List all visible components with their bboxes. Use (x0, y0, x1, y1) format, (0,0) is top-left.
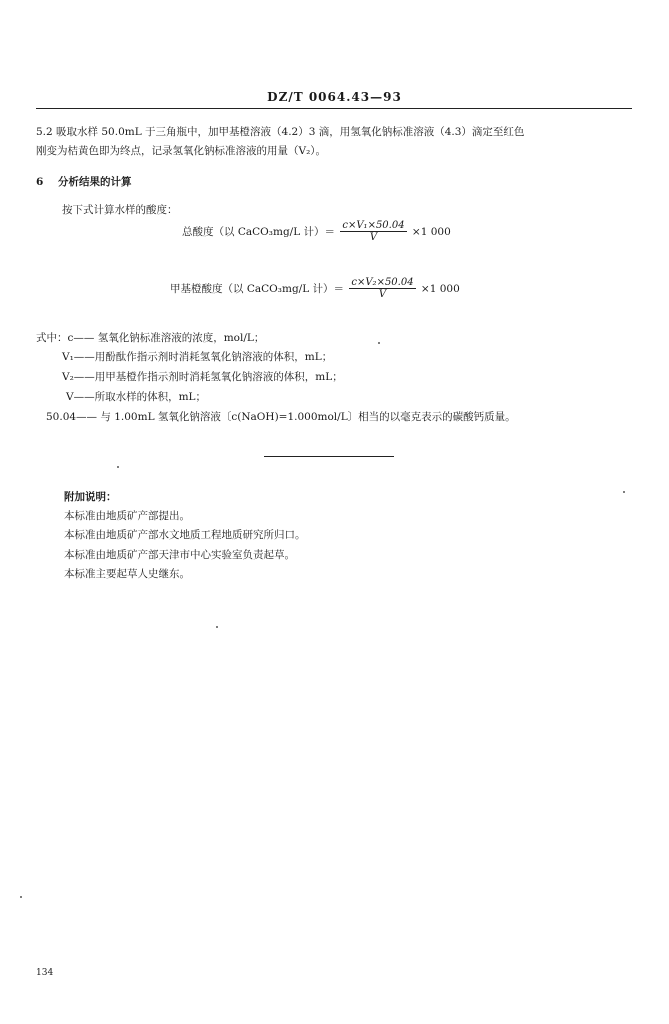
section-6-title: 分析结果的计算 (58, 176, 132, 188)
formula-2-numerator: c×V₂×50.04 (351, 277, 414, 288)
section-6-number: 6 (36, 176, 44, 188)
page-number: 134 (36, 968, 54, 978)
scan-speck (20, 896, 22, 898)
definition-v: V——所取水样的体积，mL； (66, 391, 207, 403)
scan-speck (216, 626, 218, 628)
notes-title: 附加说明： (64, 491, 117, 503)
scan-speck (378, 342, 380, 344)
notes-line-4: 本标准主要起草人史继东。 (64, 568, 190, 580)
formula-1-numerator: c×V₁×50.04 (342, 220, 405, 231)
formula-2-fraction (349, 277, 415, 300)
section-5-2-line-1: 5.2 吸取水样 50.0mL 于三角瓶中，加甲基橙溶液（4.2）3 滴，用氢氧化钠标准溶液（4.3）滴定至红色 (36, 126, 525, 138)
notes-line-1: 本标准由地质矿产部提出。 (64, 510, 190, 522)
definition-c: 式中：c—— 氢氧化钠标准溶液的浓度，mol/L； (36, 332, 265, 344)
total-acidity-formula (182, 220, 451, 243)
notes-line-2: 本标准由地质矿产部水文地质工程地质研究所归口。 (64, 529, 306, 541)
document-code-header: DZ/T 0064.43—93 (267, 90, 402, 104)
definition-v2: V₂——用甲基橙作指示剂时消耗氢氧化钠溶液的体积，mL； (62, 371, 343, 383)
formula-1-denominator: V (369, 232, 378, 243)
formula-2-multiplier: ×1 000 (420, 282, 460, 295)
end-of-text-rule (264, 456, 394, 457)
formula-1-fraction (340, 220, 406, 243)
definition-v1: V₁——用酚酞作指示剂时消耗氢氧化钠溶液的体积，mL； (62, 351, 333, 363)
scan-speck (623, 491, 625, 493)
definition-50-04: 50.04—— 与 1.00mL 氢氧化钠溶液〔c(NaOH)=1.000mol/L〕相当的以毫克表示的碳酸钙质量。 (46, 411, 516, 423)
formula-1-multiplier: ×1 000 (411, 225, 451, 238)
formula-intro: 按下式计算水样的酸度： (62, 204, 178, 216)
section-5-2-line-2: 刚变为桔黄色即为终点，记录氢氧化钠标准溶液的用量（V₂）。 (36, 145, 327, 157)
header-rule (36, 108, 632, 109)
formula-2-left: 甲基橙酸度（以 CaCO₃mg/L 计）＝ (170, 283, 345, 295)
notes-line-3: 本标准由地质矿产部天津市中心实验室负责起草。 (64, 549, 295, 561)
formula-2-denominator: V (378, 289, 387, 300)
formula-1-left: 总酸度（以 CaCO₃mg/L 计）＝ (182, 226, 336, 238)
methyl-orange-acidity-formula (170, 277, 460, 300)
scan-speck (117, 466, 119, 468)
